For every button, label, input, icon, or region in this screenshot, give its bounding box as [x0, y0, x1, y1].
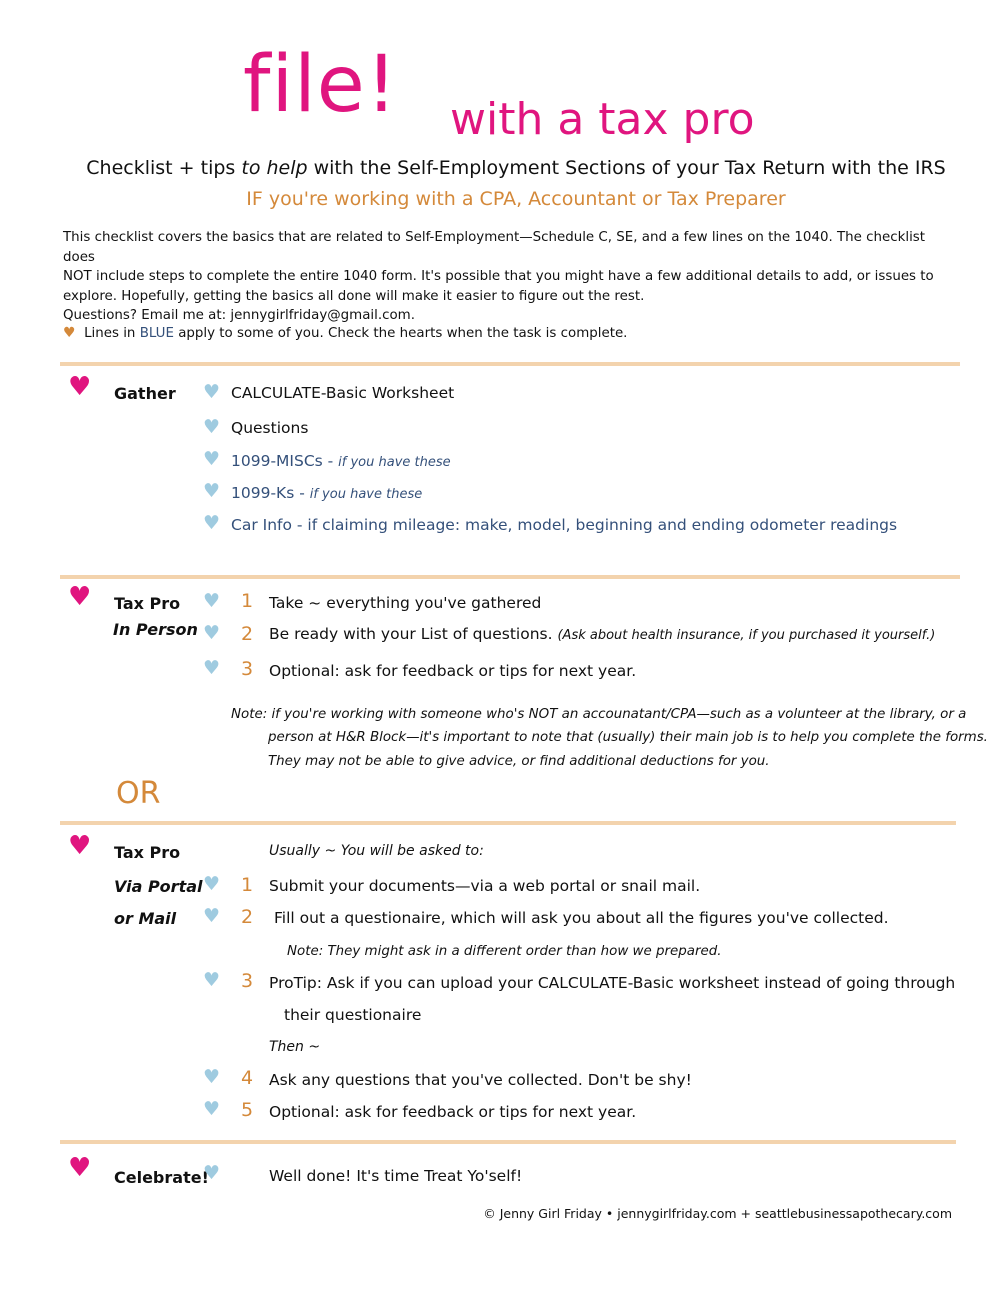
- or-separator: OR: [116, 776, 161, 811]
- list-item: CALCULATE-Basic Worksheet: [231, 384, 455, 402]
- step-text: Take ~ everything you've gathered: [269, 594, 542, 612]
- step-number: 2: [241, 623, 254, 645]
- step-text-continued: their questionaire: [284, 1006, 422, 1024]
- step-text: Optional: ask for feedback or tips for next year.: [269, 1103, 637, 1121]
- step-number: 1: [241, 874, 254, 896]
- divider: [60, 1140, 956, 1144]
- section-label-gather: Gather: [114, 384, 176, 403]
- heart-checkbox-icon[interactable]: ♥: [203, 969, 221, 991]
- heart-checkbox-icon[interactable]: ♥: [203, 448, 221, 470]
- intro-text: Usually ~ You will be asked to:: [269, 843, 484, 859]
- section-label-tax-pro: Tax Pro: [114, 594, 181, 613]
- heart-icon: ♥: [68, 831, 92, 861]
- heart-checkbox-icon[interactable]: ♥: [203, 622, 221, 644]
- section-sublabel: In Person: [113, 620, 198, 639]
- divider: [60, 362, 960, 366]
- heart-icon: ♥: [68, 1153, 92, 1183]
- step-number: 5: [241, 1099, 254, 1121]
- step-text: Fill out a questionaire, which will ask you about all the figures you've collected.: [274, 909, 889, 927]
- heart-checkbox-icon[interactable]: ♥: [203, 590, 221, 612]
- step-number: 3: [241, 970, 254, 992]
- section-label-celebrate: Celebrate!: [114, 1168, 209, 1187]
- section-sublabel: Via Portal: [114, 877, 203, 896]
- heart-checkbox-icon[interactable]: ♥: [203, 416, 221, 438]
- note-line: Note: They might ask in a different order than how we prepared.: [287, 944, 722, 959]
- heart-checkbox-icon[interactable]: ♥: [203, 1162, 221, 1184]
- divider: [60, 821, 956, 825]
- step-number: 4: [241, 1067, 254, 1089]
- heart-checkbox-icon[interactable]: ♥: [203, 657, 221, 679]
- heart-checkbox-icon[interactable]: ♥: [203, 480, 221, 502]
- note-line: Note: if you're working with someone who's NOT an accounatant/CPA—such as a volunteer at the library, or a: [231, 707, 967, 722]
- subtitle-condition: IF you're working with a CPA, Accountant or Tax Preparer: [246, 188, 786, 210]
- list-item: 1099-Ks - if you have these: [231, 484, 423, 502]
- heart-checkbox-icon[interactable]: ♥: [203, 381, 221, 403]
- step-text: Submit your documents—via a web portal or snail mail.: [269, 877, 701, 895]
- list-item: Car Info - if claiming mileage: make, model, beginning and ending odometer readings: [231, 516, 898, 534]
- heart-checkbox-icon[interactable]: ♥: [203, 512, 221, 534]
- celebrate-text: Well done! It's time Treat Yo'self!: [269, 1167, 523, 1185]
- section-label-tax-pro: Tax Pro: [114, 843, 181, 862]
- step-number: 3: [241, 658, 254, 680]
- step-number: 2: [241, 906, 254, 928]
- heart-icon: ♥: [63, 325, 76, 341]
- email-line: Questions? Email me at: jennygirlfriday@gmail.com.: [63, 308, 415, 324]
- legend: ♥ Lines in BLUE apply to some of you. Check the hearts when the task is complete.: [63, 325, 628, 341]
- heart-checkbox-icon[interactable]: ♥: [203, 1066, 221, 1088]
- then-text: Then ~: [269, 1039, 321, 1055]
- step-text: ProTip: Ask if you can upload your CALCULATE-Basic worksheet instead of going through: [269, 974, 956, 992]
- intro-paragraph: This checklist covers the basics that are related to Self-Employment—Schedule C, SE, and a few lines on the 1040. The checklist does NOT include steps to complete the entire 1040 form. It's possible that you might have a few additional details to add, or issues to explore. Hopefully, getting the basics all done will make it easier to figure out the rest. Questions? Email me at: jennygirlfriday@gmail.com.: [63, 228, 943, 326]
- heart-checkbox-icon[interactable]: ♥: [203, 1098, 221, 1120]
- footer-credit: © Jenny Girl Friday • jennygirlfriday.com + seattlebusinessapothecary.com: [483, 1206, 952, 1221]
- step-text: Be ready with your List of questions. (Ask about health insurance, if you purchased it yourself.): [269, 625, 936, 643]
- subtitle: Checklist + tips to help with the Self-Employment Sections of your Tax Return with the IRS: [86, 157, 946, 179]
- note-line: They may not be able to give advice, or find additional deductions for you.: [268, 754, 770, 769]
- step-number: 1: [241, 590, 254, 612]
- section-sublabel: or Mail: [114, 909, 177, 928]
- heart-checkbox-icon[interactable]: ♥: [203, 873, 221, 895]
- heart-icon: ♥: [68, 582, 92, 612]
- divider: [60, 575, 960, 579]
- heart-checkbox-icon[interactable]: ♥: [203, 905, 221, 927]
- heart-icon: ♥: [68, 372, 92, 402]
- note-line: person at H&R Block—it's important to note that (usually) their main job is to help you complete the forms.: [268, 730, 988, 745]
- step-text: Optional: ask for feedback or tips for next year.: [269, 662, 637, 680]
- step-text: Ask any questions that you've collected. Don't be shy!: [269, 1071, 692, 1089]
- page-title-suffix: with a tax pro: [450, 94, 755, 145]
- list-item: Questions: [231, 419, 309, 437]
- list-item: 1099-MISCs - if you have these: [231, 452, 451, 470]
- page-title: file!: [243, 40, 399, 130]
